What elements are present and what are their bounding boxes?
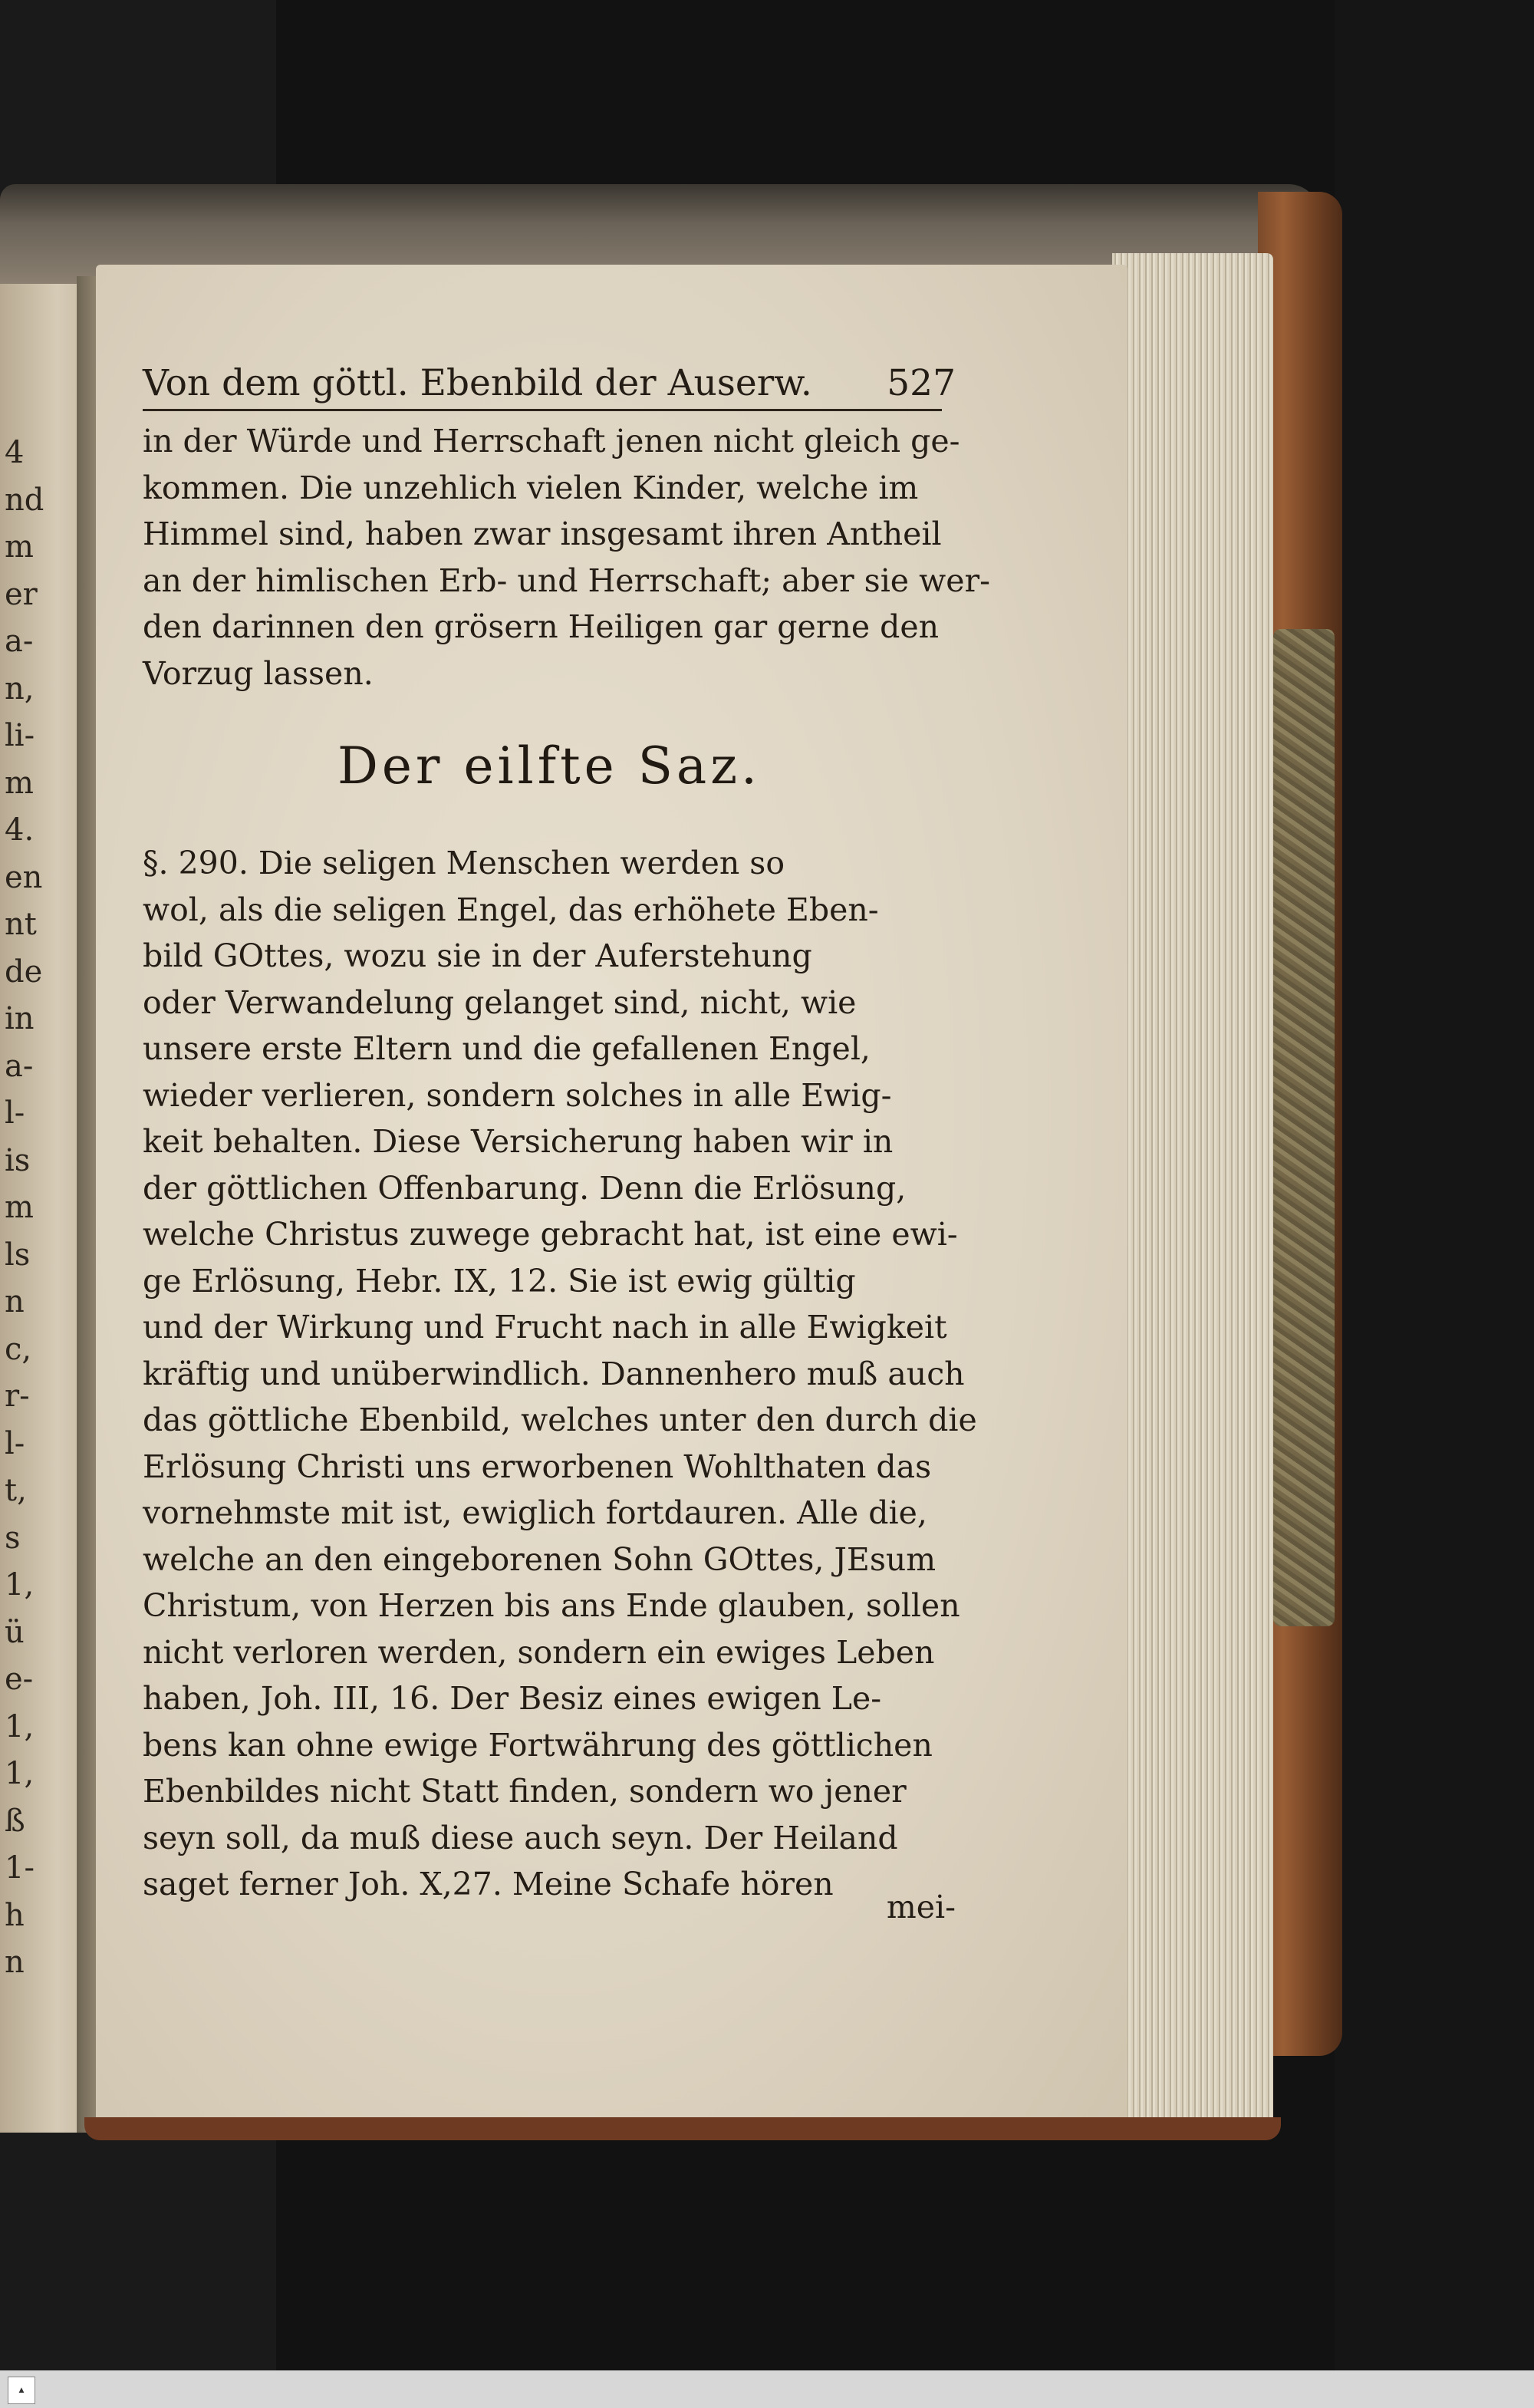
running-header: [143, 361, 956, 407]
text-line: oder Verwandelung gelanget sind, nicht, wie: [143, 983, 857, 1021]
left-page-fragment: 4.: [5, 812, 35, 848]
left-page-fragment: l-: [5, 1425, 25, 1461]
left-page-fragment: nt: [5, 907, 37, 942]
left-page-fragment: r-: [5, 1379, 30, 1414]
text-line: unsere erste Eltern und die gefallenen Engel,: [143, 1030, 871, 1067]
text-line: und der Wirkung und Frucht nach in alle Ewigkeit: [143, 1309, 947, 1346]
left-page-fragment: li-: [5, 718, 35, 753]
background-right: [1335, 0, 1534, 2370]
text-line: nicht verloren werden, sondern ein ewiges Leben: [143, 1633, 935, 1671]
left-page-fragment: s: [5, 1520, 21, 1556]
left-page-fragment: n,: [5, 670, 35, 707]
text-line: kräftig und unüberwindlich. Dannenhero muß auch: [143, 1355, 965, 1392]
left-page-fragment: l-: [5, 1095, 25, 1131]
left-page-fragment: 1,: [5, 1567, 35, 1603]
text-line: seyn soll, da muß diese auch seyn. Der Heiland: [143, 1819, 898, 1856]
text-line: wol, als die seligen Engel, das erhöhete Eben-: [143, 891, 879, 928]
text-line: der göttlichen Offenbarung. Denn die Erlösung,: [143, 1169, 907, 1207]
paragraph-continuation: [143, 418, 990, 694]
page-number: 527: [887, 362, 956, 404]
text-line: saget ferner Joh. X,27. Meine Schafe hören: [143, 1866, 834, 1902]
text-line: in der Würde und Herrschaft jenen nicht gleich ge-: [143, 423, 960, 460]
left-page-fragment: a-: [5, 1048, 34, 1084]
text-line: an der himlischen Erb- und Herrschaft; aber sie wer-: [143, 562, 990, 599]
left-page-fragment: 1,: [5, 1708, 35, 1744]
left-page-fragment: is: [5, 1142, 31, 1178]
left-page-fragment: c,: [5, 1331, 32, 1367]
left-page-fragment: m: [5, 529, 34, 565]
left-page-fragment: ß: [5, 1803, 25, 1839]
left-page-fragment: h: [5, 1897, 25, 1933]
text-line: §. 290. Die seligen Menschen werden so: [143, 845, 785, 881]
text-line: Erlösung Christi uns erworbenen Wohlthaten das: [143, 1448, 932, 1485]
text-line: keit behalten. Diese Versicherung haben wir in: [143, 1123, 894, 1160]
text-line: kommen. Die unzehlich vielen Kinder, welche im: [143, 469, 919, 506]
header-title: Von dem göttl. Ebenbild der Auserw.: [143, 362, 812, 404]
viewer-footer-bar: [0, 2370, 1534, 2408]
library-logo-icon: ▲: [8, 2377, 35, 2404]
catchword: mei-: [886, 1889, 956, 1925]
text-line: das göttliche Ebenbild, welches unter den durch die: [143, 1402, 977, 1438]
left-page-fragment: de: [5, 954, 43, 990]
left-page-fragment: ü: [5, 1614, 25, 1650]
header-rule: [143, 409, 942, 411]
page-stack-edge: [1112, 253, 1273, 2125]
section-heading: Der eilfte Saz.: [337, 736, 762, 796]
left-page-fragment: m: [5, 765, 34, 801]
text-line: vornehmste mit ist, ewiglich fortdauren. Alle die,: [143, 1494, 927, 1531]
book-bottom-edge: [84, 2117, 1281, 2140]
left-page-fragment: 1-: [5, 1850, 35, 1886]
left-page-fragment: in: [5, 1001, 35, 1036]
text-line: Christum, von Herzen bis ans Ende glauben, sollen: [143, 1587, 960, 1624]
left-page-fragment: ls: [5, 1237, 31, 1273]
text-line: welche Christus zuwege gebracht hat, ist eine ewi-: [143, 1216, 958, 1253]
left-page-fragment: t,: [5, 1473, 27, 1508]
cover-marbling: [1273, 629, 1335, 1626]
left-page-fragment: a-: [5, 624, 34, 659]
left-page-fragment: er: [5, 576, 38, 612]
text-line: Ebenbildes nicht Statt finden, sondern wo jener: [143, 1773, 907, 1810]
left-page-fragments: [5, 430, 81, 1987]
text-line: den darinnen den grösern Heiligen gar gerne den: [143, 608, 940, 645]
left-page-fragment: e-: [5, 1662, 34, 1697]
text-line: bild GOttes, wozu sie in der Auferstehung: [143, 937, 812, 974]
text-line: wieder verlieren, sondern solches in alle Ewig-: [143, 1076, 892, 1114]
text-line: Himmel sind, haben zwar insgesamt ihren Antheil: [143, 516, 942, 552]
text-line: bens kan ohne ewige Fortwährung des göttlichen: [143, 1726, 933, 1764]
text-line: haben, Joh. III, 16. Der Besiz eines ewigen Le-: [143, 1680, 882, 1717]
left-page-fragment: n: [5, 1945, 25, 1980]
left-page-fragment: nd: [5, 482, 44, 518]
left-page-fragment: en: [5, 859, 43, 895]
paragraph-290: [143, 840, 977, 1914]
left-page-fragment: 1,: [5, 1756, 35, 1791]
left-page-fragment: m: [5, 1190, 34, 1225]
left-page-fragment: 4: [5, 435, 25, 470]
text-line: Vorzug lassen.: [143, 654, 374, 692]
text-line: welche an den eingeborenen Sohn GOttes, JEsum: [143, 1540, 937, 1578]
left-page-fragment: n: [5, 1284, 25, 1319]
text-line: ge Erlösung, Hebr. IX, 12. Sie ist ewig gültig: [143, 1262, 856, 1300]
